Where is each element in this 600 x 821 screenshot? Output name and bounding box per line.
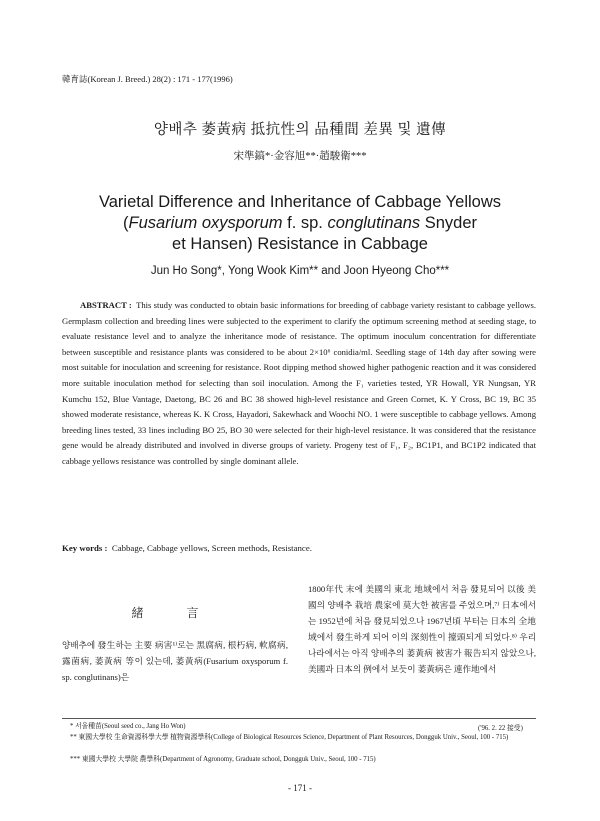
page-number: - 171 - bbox=[288, 783, 312, 793]
keywords bbox=[62, 543, 536, 553]
left-column bbox=[62, 580, 288, 685]
footnote-3: *** 東國大學校 大學院 農學科(Department of Agronomy, Graduate school, Dongguk Univ., Seoul, 100 - 715) bbox=[70, 756, 376, 763]
section-heading-introduction: 緒 言 bbox=[131, 606, 219, 620]
korean-title: 양배추 萎黃病 抵抗性의 品種間 差異 및 遺傳 bbox=[153, 122, 447, 138]
species-name: Fusarium oxysporum bbox=[128, 214, 283, 232]
english-authors: Jun Ho Song*, Yong Wook Kim** and Joon Hyeong Cho*** bbox=[150, 265, 450, 277]
english-title-line2: (Fusarium oxysporum f. sp. conglutinans Snyder bbox=[122, 214, 477, 232]
introduction-left-text: 양배추에 發生하는 主要 病害¹⁾로는 黑腐病, 根朽病, 軟腐病, 露菌病, 萎黃病 等이 있는데, 萎黃病(Fusarium oxysporum f. sp. conglutinans)은 bbox=[62, 640, 288, 682]
abstract-text: This study was conducted to obtain basic informations for breeding of cabbage variety resistant to cabbage yellows. Germplasm collection and breeding lines were subjected to the experiment to clarify the optimum screening method at seeding stage, to evaluate resistance level and to analyze the inheritance mode of resistance. The optimum inoculum concentration for differentiate between susceptible and resistance plants was considered to be about 2×10⁶ conidia/ml. Seedling stage of 14th day after sowing were most suitable for inoculation and screening for resistance. Root dipping method showed higher pathogenic reaction and it was considered more suitable inoculation method for selecting than soil inoculation. Among the F₁ varieties tested, YR Howall, YR Nungsan, YR Kumchu 152, Blue Vantage, Daetong, BC 26 and BC 38 showed high-level resistance and Green Cornet, K. Y Cross, BC 19, BC 35 showed moderate resistance, whereas K. K Cross, Hayadori, Sakewhack and Woochi NO. 1 were susceptible to cabbage yellows. Among breeding lines tested, 33 lines including BO 25, BO 30 were selected for their high-level resistance. It was considered that the resistance gene would be already distributed and involved in diverse groups of variety. Progeny test of F₁, F₂, BC1P1, and BC1P2 indicated that cabbage yellows resistance was controlled by single dominant allele. bbox=[62, 300, 536, 466]
english-title-line3: et Hansen) Resistance in Cabbage bbox=[172, 235, 428, 253]
footnote-divider bbox=[62, 718, 536, 719]
journal-reference: 韓育誌(Korean J. Breed.) 28(2) : 171 - 177(1996) bbox=[62, 74, 233, 84]
abstract-label: ABSTRACT : bbox=[80, 300, 132, 310]
introduction-right-text: 1800年代 末에 美國의 東北 地域에서 처음 發見되어 以後 美國의 양배추 栽培 農家에 莫大한 被害를 주었으며,⁷⁾ 日本에서는 1952년에 처음 發見되었으나 1967년頃 부터는 日本의 全地域에서 發生하게 되어 이의 深刻性이 擡頭되게 되었다.⁸⁾ 우리 나라에서는 아직 양배추의 萎黃病 被害가 報告되지 않았으나, 美國과 日本의 例에서 보듯이 萎黃病은 連作地에서 bbox=[308, 584, 536, 674]
keywords-text: Cabbage, Cabbage yellows, Screen methods, Resistance. bbox=[111, 543, 312, 553]
english-title-line1: Varietal Difference and Inheritance of Cabbage Yellows bbox=[98, 193, 502, 211]
abstract bbox=[62, 298, 536, 470]
english-title bbox=[60, 192, 540, 255]
footnote-2: ** 東國大學校 生命資源科學大學 植物資源學科(College of Biological Resources Science, Department of Plant Resources, Dongguk Univ., Seoul, 100 - 715) bbox=[70, 734, 509, 741]
keywords-label: Key words : bbox=[62, 543, 108, 553]
received-date: ('96. 2. 22 接受) bbox=[478, 725, 523, 732]
footnote-1: * 서울種苗(Seoul seed co., Jang Ho Won) bbox=[70, 723, 186, 730]
title-connector: f. sp. bbox=[282, 214, 328, 232]
forma-specialis: conglutinans bbox=[327, 214, 421, 232]
title-authority: Snyder bbox=[420, 214, 477, 232]
korean-authors: 宋準鎬*·金容旭**·趙駿衛*** bbox=[233, 151, 367, 162]
